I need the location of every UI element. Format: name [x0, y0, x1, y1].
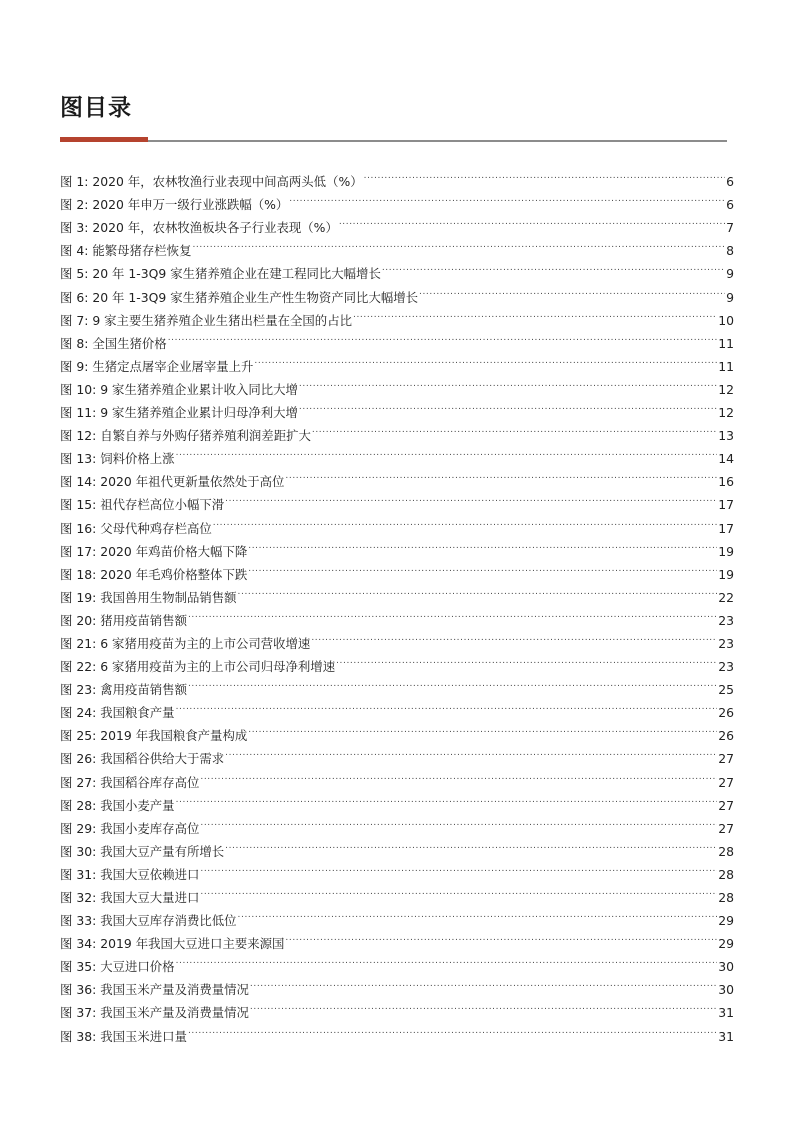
- dot-leader: [168, 325, 718, 348]
- title-divider: [60, 140, 727, 142]
- figure-title: 2020 年，农林牧渔行业表现中间高两头低（%）: [92, 174, 363, 190]
- dot-leader: [176, 440, 718, 463]
- figure-number: 图 7:: [60, 312, 89, 328]
- figure-number: 图 37:: [60, 1005, 97, 1021]
- figure-number: 图 23:: [60, 682, 97, 698]
- page-number: 14: [718, 451, 734, 467]
- figure-title: 2019 年我国大豆进口主要来源国: [100, 936, 285, 952]
- figure-number: 图 29:: [60, 820, 97, 836]
- dot-leader: [336, 648, 717, 671]
- page-number: 28: [718, 866, 734, 882]
- page-number: 28: [718, 843, 734, 859]
- dot-leader: [311, 625, 717, 648]
- dot-leader: [254, 348, 717, 371]
- figure-number: 图 36:: [60, 982, 97, 998]
- figure-number: 图 32:: [60, 890, 97, 905]
- figure-title: 20 年 1-3Q9 家生猪养殖企业在建工程同比大幅增长: [92, 266, 381, 282]
- figure-title: 我国粮食产量: [100, 705, 175, 721]
- figure-title: 我国大豆大量进口: [100, 890, 200, 905]
- page-number: 27: [718, 820, 734, 836]
- page-number: 26: [718, 705, 734, 721]
- dot-leader: [299, 371, 717, 394]
- dot-leader: [225, 486, 717, 509]
- figure-number: 图 35:: [60, 959, 97, 975]
- page-number: 30: [718, 982, 734, 998]
- dot-leader: [285, 925, 717, 948]
- dot-leader: [188, 602, 717, 625]
- figure-number: 图 22:: [60, 659, 97, 675]
- toc-entry-text: [60, 632, 310, 655]
- figure-title: 20 年 1-3Q9 家生猪养殖企业生产性生物资产同比大幅增长: [92, 289, 419, 305]
- figure-number: 图 21:: [60, 635, 97, 651]
- dot-leader: [238, 579, 718, 602]
- toc-entry-text: [60, 909, 237, 932]
- figure-title: 6 家猪用疫苗为主的上市公司归母净利增速: [100, 659, 336, 675]
- page-number: 17: [718, 497, 734, 513]
- page-number: 16: [718, 474, 734, 490]
- page-number: 31: [718, 1028, 734, 1044]
- figure-number: 图 6:: [60, 289, 89, 305]
- dot-leader: [238, 902, 718, 925]
- figure-number: 图 2:: [60, 197, 89, 213]
- figure-number: 图 14:: [60, 474, 97, 490]
- figure-title: 禽用疫苗销售额: [100, 682, 187, 698]
- figure-number: 图 34:: [60, 936, 97, 952]
- figure-number: 图 24:: [60, 705, 97, 721]
- dot-leader: [225, 833, 717, 856]
- figure-title: 9 家主要生猪养殖企业生猪出栏量在全国的占比: [92, 312, 352, 328]
- page-number: 12: [718, 405, 734, 421]
- page-number: 19: [718, 566, 734, 582]
- figure-title: 我国大豆库存消费比低位: [100, 913, 237, 929]
- page-number: 13: [718, 428, 734, 444]
- page-number: 27: [718, 797, 734, 813]
- figure-title: 猪用疫苗销售额: [100, 612, 187, 628]
- figure-number: 图 25:: [60, 728, 97, 744]
- page-number: 11: [718, 335, 734, 351]
- figure-number: 图 27:: [60, 774, 97, 790]
- figure-number: 图 16:: [60, 520, 97, 536]
- figure-number: 图 10:: [60, 381, 97, 397]
- toc-entry-text: [60, 447, 175, 470]
- figure-title: 我国稻谷库存高位: [100, 774, 200, 790]
- toc-entry-text: [60, 817, 199, 840]
- page-number: 27: [718, 751, 734, 767]
- figure-title: 生猪定点屠宰企业屠宰量上升: [92, 358, 254, 374]
- toc-entry-text: [60, 193, 288, 216]
- figure-table-of-contents: [60, 163, 734, 1044]
- figure-title: 祖代存栏高位小幅下滑: [100, 497, 225, 513]
- figure-title: 我国小麦产量: [100, 797, 175, 813]
- figure-title: 我国玉米进口量: [100, 1028, 187, 1044]
- page-number: 29: [718, 936, 734, 952]
- dot-leader: [250, 971, 717, 994]
- figure-title: 2020 年鸡苗价格大幅下降: [100, 543, 248, 559]
- page-number: 22: [718, 589, 734, 605]
- page-number: 7: [726, 220, 734, 236]
- dot-leader: [225, 740, 717, 763]
- page-title: 图目录: [60, 95, 132, 121]
- figure-title: 我国大豆产量有所增长: [100, 843, 225, 859]
- page-number: 12: [718, 381, 734, 397]
- page-number: 25: [718, 682, 734, 698]
- toc-entry-text: [60, 724, 247, 747]
- figure-number: 图 4:: [60, 243, 89, 259]
- figure-number: 图 26:: [60, 751, 97, 767]
- figure-number: 图 15:: [60, 497, 97, 513]
- page-number: 28: [718, 890, 734, 905]
- figure-title: 9 家生猪养殖企业累计收入同比大增: [100, 381, 298, 397]
- figure-number: 图 12:: [60, 428, 97, 444]
- title-accent-bar: [60, 137, 148, 142]
- figure-title: 2020 年，农林牧渔板块各子行业表现（%）: [92, 220, 338, 236]
- figure-number: 图 31:: [60, 866, 97, 882]
- dot-leader: [312, 417, 717, 440]
- figure-number: 图 8:: [60, 335, 89, 351]
- dot-leader: [299, 394, 717, 417]
- figure-number: 图 28:: [60, 797, 97, 813]
- figure-title: 2019 年我国粮食产量构成: [100, 728, 248, 744]
- toc-entry-text: [60, 262, 381, 285]
- page-number: 17: [718, 520, 734, 536]
- toc-entry-text: [60, 978, 249, 1001]
- page-number: 29: [718, 913, 734, 929]
- page-number: 8: [726, 243, 734, 259]
- dot-leader: [200, 856, 717, 879]
- figure-number: 图 1:: [60, 174, 89, 190]
- dot-leader: [289, 186, 725, 209]
- page-number: 11: [718, 358, 734, 374]
- toc-entry-text: [60, 863, 199, 886]
- toc-entry-text: [60, 332, 167, 355]
- dot-leader: [213, 509, 717, 532]
- figure-title: 父母代种鸡存栏高位: [100, 520, 212, 536]
- figure-title: 能繁母猪存栏恢复: [92, 243, 192, 259]
- toc-entry-text: [60, 678, 187, 701]
- figure-number: 图 33:: [60, 913, 97, 929]
- page-number: 23: [718, 612, 734, 628]
- figure-number: 图 17:: [60, 543, 97, 559]
- dot-leader: [339, 209, 725, 232]
- toc-entry-text: [60, 609, 187, 632]
- dot-leader: [192, 232, 725, 255]
- page-number: 23: [718, 635, 734, 651]
- dot-leader: [176, 694, 718, 717]
- toc-entry-text: [60, 355, 253, 378]
- dot-leader: [176, 948, 718, 971]
- figure-title: 我国大豆依赖进口: [100, 866, 200, 882]
- figure-number: 图 19:: [60, 589, 97, 605]
- toc-entry-text: [60, 493, 224, 516]
- page-number: 6: [726, 197, 734, 213]
- dot-leader: [419, 278, 725, 301]
- dot-leader: [248, 717, 717, 740]
- toc-entry-text: [60, 517, 212, 540]
- figure-title: 2020 年申万一级行业涨跌幅（%）: [92, 197, 289, 213]
- figure-number: 图 3:: [60, 220, 89, 236]
- figure-title: 大豆进口价格: [100, 959, 175, 975]
- dot-leader: [200, 763, 717, 786]
- figure-title: 我国玉米产量及消费量情况: [100, 1005, 249, 1021]
- toc-entry-text: [60, 239, 191, 262]
- page-number: 26: [718, 728, 734, 744]
- toc-entry-text: [60, 378, 298, 401]
- dot-leader: [200, 810, 717, 833]
- figure-title: 自繁自养与外购仔猪养殖利润差距扩大: [100, 428, 311, 444]
- figure-title: 全国生猪价格: [92, 335, 167, 351]
- figure-number: 图 11:: [60, 405, 97, 421]
- toc-entry-text: [60, 955, 175, 978]
- figure-title: 2020 年祖代更新量依然处于高位: [100, 474, 285, 490]
- figure-number: 图 13:: [60, 451, 97, 467]
- toc-entry-text: [60, 563, 247, 586]
- dot-leader: [200, 879, 717, 902]
- page-number: 9: [726, 289, 734, 305]
- dot-leader: [188, 671, 717, 694]
- toc-entry-text: [60, 794, 175, 817]
- figure-title: 我国兽用生物制品销售额: [100, 589, 237, 605]
- page-number: 23: [718, 659, 734, 675]
- figure-title: 我国稻谷供给大于需求: [100, 751, 225, 767]
- toc-entry-text: [60, 701, 175, 724]
- dot-leader: [248, 556, 717, 579]
- page-number: 27: [718, 774, 734, 790]
- figure-title: 我国玉米产量及消费量情况: [100, 982, 249, 998]
- figure-number: 图 18:: [60, 566, 97, 582]
- dot-leader: [364, 163, 725, 186]
- dot-leader: [382, 255, 725, 278]
- figure-number: 图 9:: [60, 358, 89, 374]
- toc-entry[interactable]: [60, 163, 734, 190]
- dot-leader: [188, 1017, 717, 1040]
- figure-title: 6 家猪用疫苗为主的上市公司营收增速: [100, 635, 311, 651]
- figure-number: 图 20:: [60, 612, 97, 628]
- toc-entry-text: [60, 1025, 187, 1048]
- page-number: 10: [718, 312, 734, 328]
- page-number: 6: [726, 174, 734, 190]
- page-number: 9: [726, 266, 734, 282]
- figure-number: 图 5:: [60, 266, 89, 282]
- page-number: 30: [718, 959, 734, 975]
- figure-title: 2020 年毛鸡价格整体下跌: [100, 566, 248, 582]
- toc-entry-text: [60, 401, 298, 424]
- dot-leader: [176, 787, 718, 810]
- dot-leader: [250, 994, 717, 1017]
- dot-leader: [248, 533, 717, 556]
- figure-title: 9 家生猪养殖企业累计归母净利大增: [100, 405, 298, 421]
- page-number: 19: [718, 543, 734, 559]
- dot-leader: [353, 302, 717, 325]
- toc-entry-text: [60, 540, 247, 563]
- toc-entry-text: [60, 886, 199, 909]
- page-number: 31: [718, 1005, 734, 1021]
- figure-title: 饲料价格上涨: [100, 451, 175, 467]
- figure-title: 我国小麦库存高位: [100, 820, 200, 836]
- figure-number: 图 38:: [60, 1028, 97, 1044]
- dot-leader: [285, 463, 717, 486]
- figure-number: 图 30:: [60, 843, 97, 859]
